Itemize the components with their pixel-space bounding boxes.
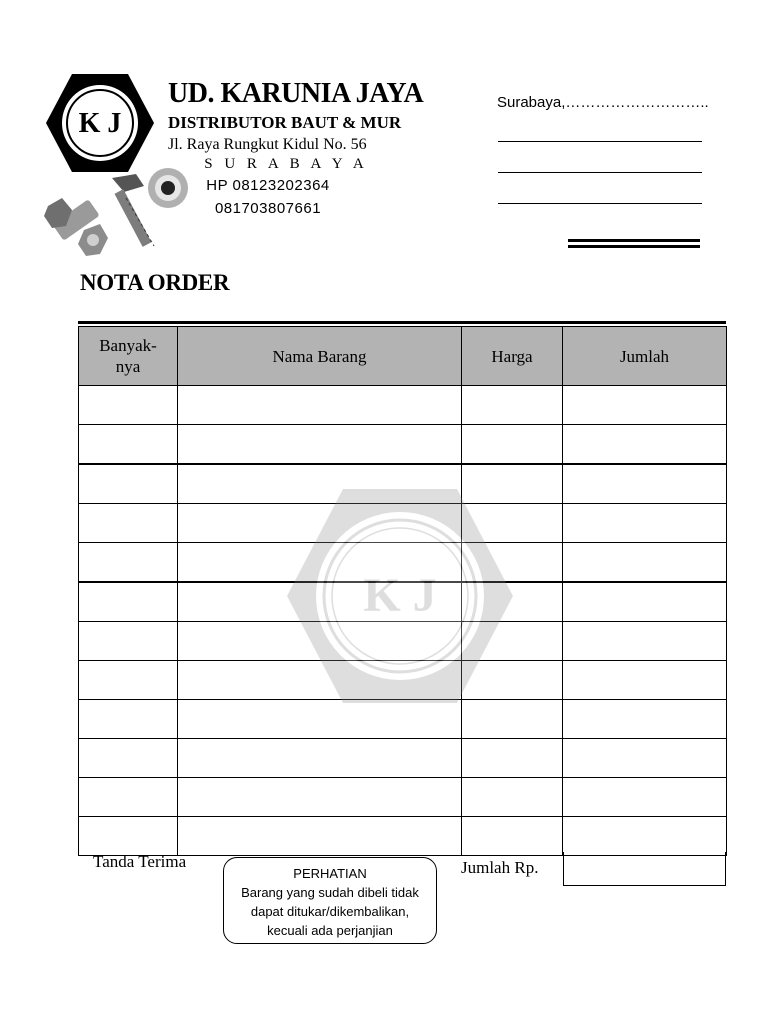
header-banyaknya: Banyak- nya [79,327,178,386]
qty-cell[interactable] [79,817,178,856]
item-name-cell[interactable] [178,543,462,583]
recipient-line-2 [498,172,702,173]
amount-cell[interactable] [563,622,727,661]
qty-cell[interactable] [79,778,178,817]
notice-box [223,857,437,944]
qty-cell[interactable] [79,700,178,739]
city-date-line: Surabaya,……………………….. [497,94,709,111]
document-title: NOTA ORDER [80,270,230,295]
company-subtitle: DISTRIBUTOR BAUT & MUR [168,113,402,132]
amount-cell[interactable] [563,700,727,739]
price-cell[interactable] [462,661,563,700]
amount-cell[interactable] [563,817,727,856]
qty-cell[interactable] [79,464,178,504]
notice-line-3: kecuali ada perjanjian [267,923,393,938]
qty-cell[interactable] [79,661,178,700]
price-cell[interactable] [462,817,563,856]
item-name-cell[interactable] [178,386,462,425]
recipient-line-1 [498,141,702,142]
table-row [79,386,727,425]
price-cell[interactable] [462,543,563,583]
price-cell[interactable] [462,425,563,465]
item-name-cell[interactable] [178,661,462,700]
table-row [79,739,727,778]
double-underline [568,239,700,248]
bolt-nut-image [44,198,108,256]
table-row [79,543,727,583]
item-name-cell[interactable] [178,622,462,661]
item-name-cell[interactable] [178,778,462,817]
amount-cell[interactable] [563,778,727,817]
recipient-line-3 [498,203,702,204]
amount-cell[interactable] [563,543,727,583]
table-row [79,582,727,622]
table-row [79,700,727,739]
qty-cell[interactable] [79,543,178,583]
header-harga: Harga [462,327,563,386]
washer-image [148,168,188,208]
total-amount-box[interactable] [563,852,726,886]
logo-text: K J [78,108,122,139]
qty-cell[interactable] [79,622,178,661]
tanda-terima-label: Tanda Terima [93,852,187,871]
item-name-cell[interactable] [178,504,462,543]
table-row [79,661,727,700]
price-cell[interactable] [462,622,563,661]
company-city: S U R A B A Y A [204,156,368,172]
item-name-cell[interactable] [178,700,462,739]
watermark-text: K J [363,569,437,622]
total-label: Jumlah Rp. [461,858,539,877]
order-table [78,326,727,856]
company-name: UD. KARUNIA JAYA [168,78,424,109]
price-cell[interactable] [462,464,563,504]
table-top-rule [78,321,726,324]
qty-cell[interactable] [79,582,178,622]
qty-cell[interactable] [79,386,178,425]
item-name-cell[interactable] [178,582,462,622]
amount-cell[interactable] [563,464,727,504]
header-jumlah: Jumlah [563,327,727,386]
notice-title: PERHATIAN [293,866,367,881]
header-nama-barang: Nama Barang [178,327,462,386]
table-row [79,425,727,465]
price-cell[interactable] [462,504,563,543]
table-row [79,504,727,543]
amount-cell[interactable] [563,739,727,778]
screw-image [112,174,154,247]
table-row [79,622,727,661]
table-row [79,778,727,817]
amount-cell[interactable] [563,386,727,425]
item-name-cell[interactable] [178,425,462,465]
price-cell[interactable] [462,700,563,739]
company-phone: HP 08123202364 [206,177,330,194]
bolts-illustration [44,168,194,264]
table-header-row [79,327,727,386]
price-cell[interactable] [462,778,563,817]
item-name-cell[interactable] [178,739,462,778]
notice-line-2: dapat ditukar/dikembalikan, [250,904,410,919]
price-cell[interactable] [462,386,563,425]
amount-cell[interactable] [563,582,727,622]
amount-cell[interactable] [563,504,727,543]
notice-line-1: Barang yang sudah dibeli tidak [241,885,419,900]
qty-cell[interactable] [79,504,178,543]
table-row [79,464,727,504]
amount-cell[interactable] [563,425,727,465]
company-logo [44,72,156,174]
qty-cell[interactable] [79,739,178,778]
price-cell[interactable] [462,582,563,622]
item-name-cell[interactable] [178,464,462,504]
amount-cell[interactable] [563,661,727,700]
price-cell[interactable] [462,739,563,778]
table-row [79,817,727,856]
company-address: Jl. Raya Rungkut Kidul No. 56 [168,136,367,153]
company-phone-2: 081703807661 [214,200,322,217]
qty-cell[interactable] [79,425,178,465]
item-name-cell[interactable] [178,817,462,856]
